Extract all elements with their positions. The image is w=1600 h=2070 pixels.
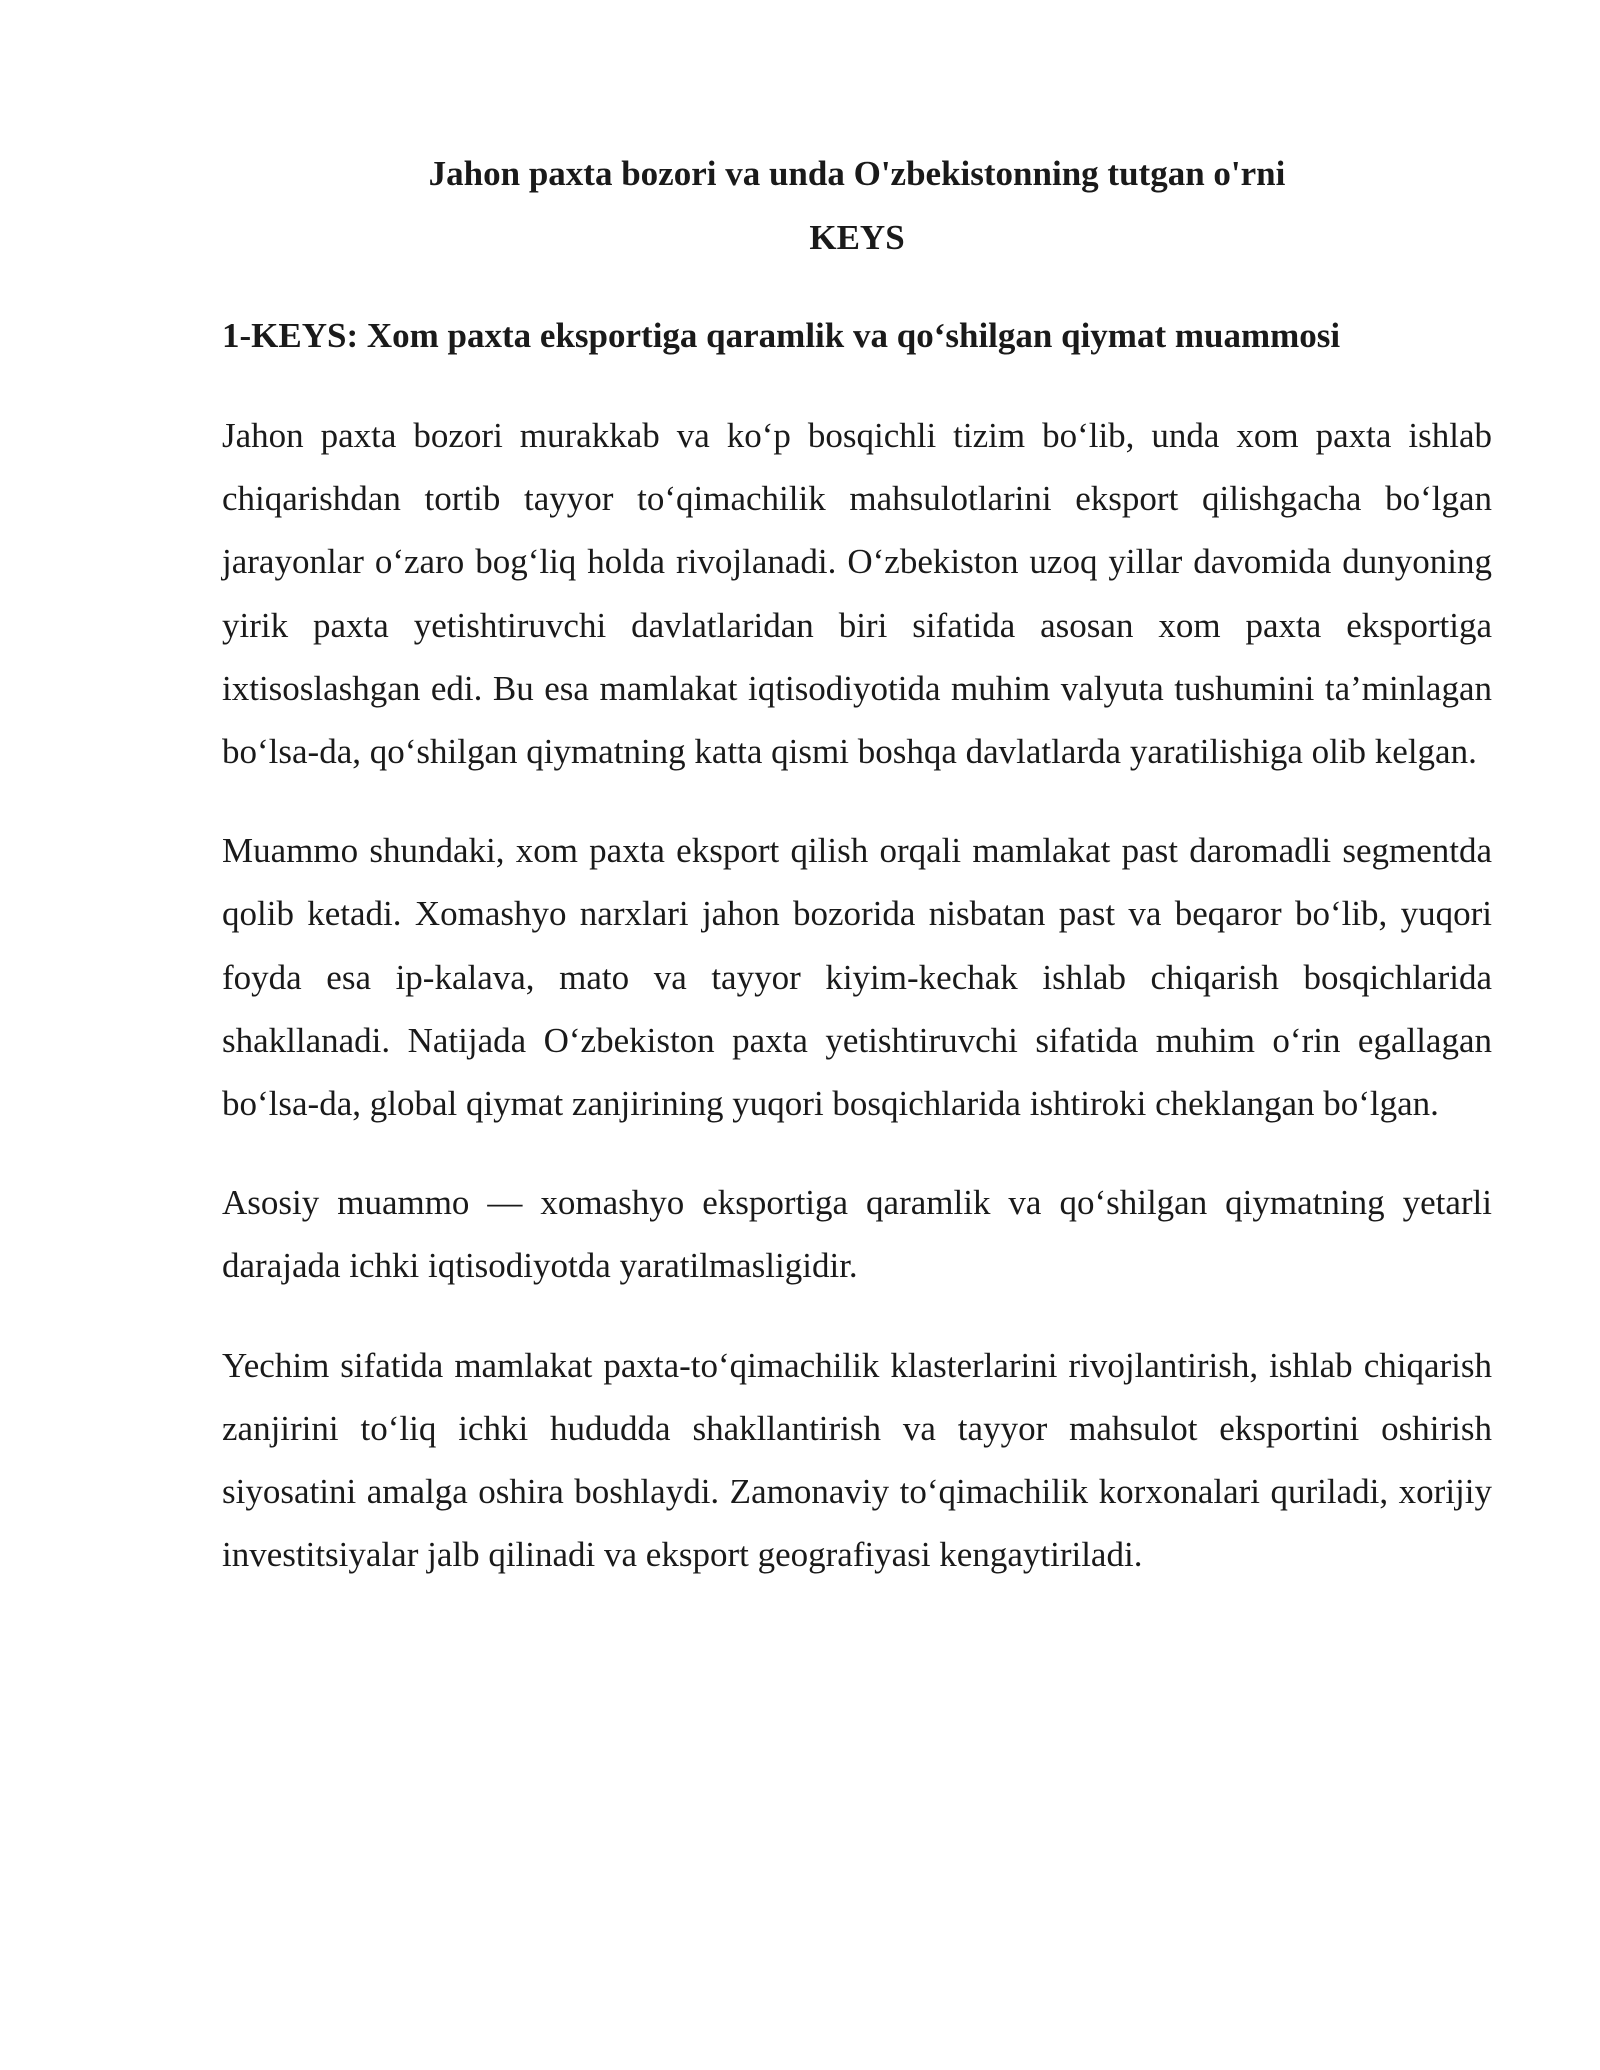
document-subtitle: KEYS <box>809 218 905 257</box>
paragraph: Yechim sifatida mamlakat paxta-to‘qimachilik klasterlarini rivojlantirish, ishlab chiqarish zanjirini to‘liq ichki hududda shakllantirish va tayyor mahsulot eksportini oshirish siyosatini amalga oshira boshlaydi. Zamonaviy to‘qimachilik korxonalari quriladi, xorijiy investitsiyalar jalb qilinadi va eksport geografiyasi kengaytiriladi. <box>222 1345 1492 1575</box>
paragraph: Asosiy muammo — xomashyo eksportiga qaramlik va qo‘shilgan qiymatning yetarli darajada ichki iqtisodiyotda yaratilmasligidir. <box>222 1183 1492 1286</box>
document-title: Jahon paxta bozori va unda O'zbekistonning tutgan o'rni <box>428 154 1286 193</box>
case-heading: 1-KEYS: Xom paxta eksportiga qaramlik va qo‘shilgan qiymat muammosi <box>222 316 1341 355</box>
paragraph: Jahon paxta bozori murakkab va ko‘p bosqichli tizim bo‘lib, unda xom paxta ishlab chiqarishdan tortib tayyor to‘qimachilik mahsulotlarini eksport qilishgacha bo‘lgan jarayonlar o‘zaro bog‘liq holda rivojlanadi. O‘zbekiston uzoq yillar davomida dunyoning yirik paxta yetishtiruvchi davlatlaridan biri sifatida asosan xom paxta eksportiga ixtisoslashgan edi. Bu esa mamlakat iqtisodiyotida muhim valyuta tushumini ta’minlagan bo‘lsa-da, qo‘shilgan qiymatning katta qismi boshqa davlatlarda yaratilishiga olib kelgan. <box>222 416 1492 772</box>
paragraph: Muammo shundaki, xom paxta eksport qilish orqali mamlakat past daromadli segmentda qolib ketadi. Xomashyo narxlari jahon bozorida nisbatan past va beqaror bo‘lib, yuqori foyda esa ip-kalava, mato va tayyor kiyim-kechak ishlab chiqarish bosqichlarida shakllanadi. Natijada O‘zbekiston paxta yetishtiruvchi sifatida muhim o‘rin egallagan bo‘lsa-da, global qiymat zanjirining yuqori bosqichlarida ishtiroki cheklangan bo‘lgan. <box>222 831 1492 1124</box>
